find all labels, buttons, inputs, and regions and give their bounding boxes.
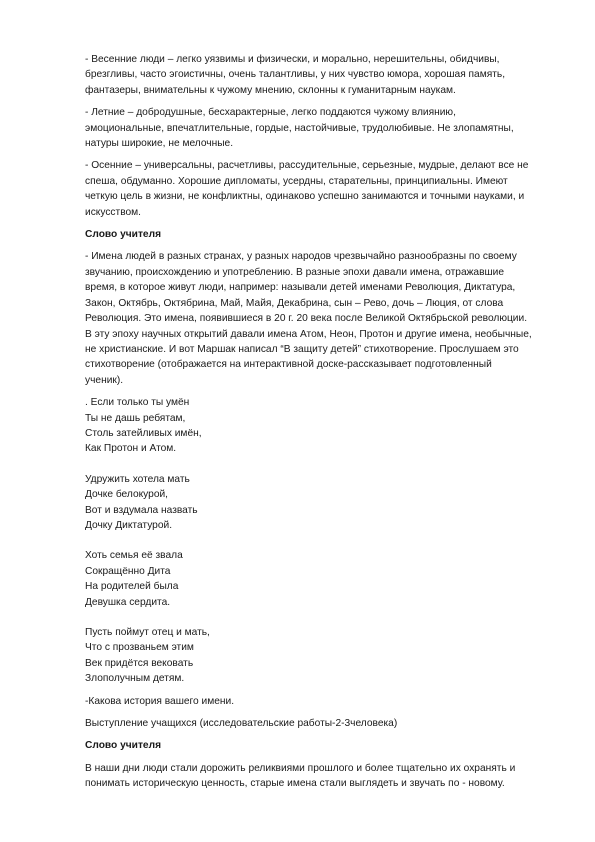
document-page [85,52,553,799]
poem-stanza: Хоть семья её звала Сокращённо Дита На родителей была Девушка сердита. [85,550,183,608]
spring-people-paragraph: - Весенние люди – легко уязвимы и физически, и морально, нерешительны, обидчивы, брезгливы, часто эгоистичны, очень талантливы, у них чувство юмора, хорошая память, фантазеры, внимательны к чужому мнению, склонны к гуманитарным наукам. [85,54,506,96]
summer-people-paragraph: - Летние – добродушные, бесхарактерные, легко поддаются чужому влиянию, эмоциональные, впечатлительные, гордые, настойчивые, трудолюбивые. Не злопамятны, натуры широкие, не мелочные. [85,107,514,150]
teacher-word-heading: Слово учителя [85,229,162,241]
poem-stanza: . Если только ты умён Ты не дашь ребятам, Столь затейливых имён, Как Протон и Атом. [85,397,202,455]
autumn-people-paragraph: - Осенние – универсальны, расчетливы, рассудительные, серьезные, мудрые, делают все не спеша, обдуманно. Хорошие дипломаты, усердны, старательны, принципиальны. Имеют четкую цель в жизни, не конфликтны, одинаково успешно занимаются и точными науками, и искусством. [85,160,529,218]
teacher-word-heading-2: Слово учителя [85,740,162,752]
name-history-question: -Какова история вашего имени. [85,695,235,707]
poem-stanza: Пусть поймут отец и мать, Что с прозваньем этим Век придётся вековать Злополучным детям. [85,627,210,685]
poem [85,395,553,687]
teacher-paragraph-names: - Имена людей в разных странах, у разных народов чрезвычайно разнообразны по своему звучанию, происхождению и употреблению. В разные эпохи давали имена, отражавшие время, в которое живут люди, например: называли детей именами Революция, Диктатура, Закон, Октябрь, Октябрина, Май, Майя, Декабрина, сын – Рево, дочь – Люция, от слова Революция. Это имена, появившиеся в 20 г. 20 века после Великой Октябрьской революции. В эту эпоху научных открытий давали имена Атом, Неон, Протон и другие имена, необычные, не христианские. И вот Маршак написал “В защиту детей” стихотворение. Прослушаем это стихотворение (отображается на интерактивной доске-рассказывает подготовленный ученик). [85,251,532,386]
teacher-paragraph-relics: В наши дни люди стали дорожить реликвиями прошлого и более тщательно их охранять и понимать историческую ценность, старые имена стали выглядеть и звучать по - новому. [85,762,516,790]
students-presentation-line: Выступление учащихся (исследовательские работы-2-3человека) [85,718,398,730]
poem-stanza: Удружить хотела мать Дочке белокурой, Вот и вздумала назвать Дочку Диктатурой. [85,473,198,531]
